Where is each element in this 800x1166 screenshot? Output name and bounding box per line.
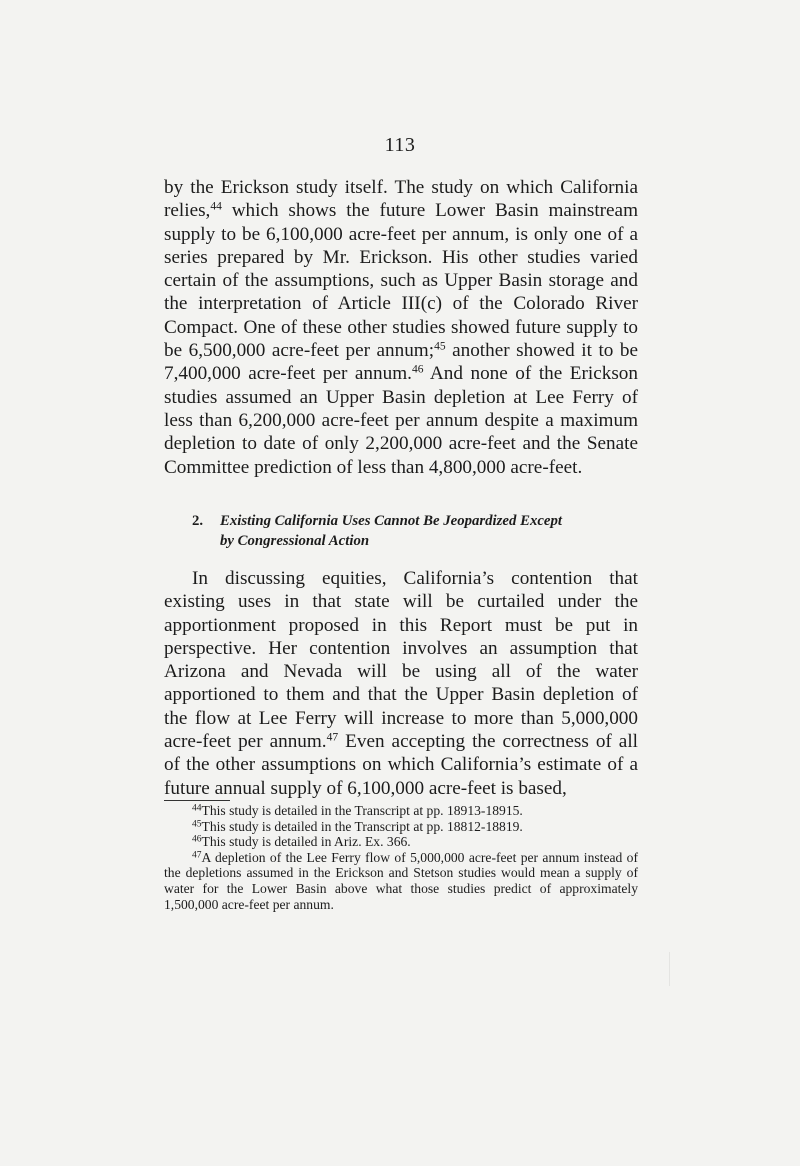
footnote-number: 46: [192, 834, 202, 845]
footnote-text: This study is detailed in the Transcript at pp. 18913-18915.: [201, 803, 523, 818]
paragraph-text: which shows the future Lower Basin mainstream supply to be 6,100,000 acre-feet per annum, is only one of a series prepared by Mr. Erickson. His other studies varied certain of the assumptions, such as Upper Basin storage and the interpretation of Article III(c) of the Colorado River Compact. One of these other studies showed future supply to be 6,500,000 acre-feet per annum;: [164, 200, 638, 362]
footnote-text: This study is detailed in the Transcript at pp. 18812-18819.: [201, 818, 523, 834]
footnote-ref-44: 44: [210, 200, 222, 213]
body-paragraph-2: [164, 567, 638, 800]
footnote-number: 45: [192, 819, 202, 830]
footnote-ref-46: 46: [411, 364, 424, 377]
paragraph-text: In discussing equities, California’s contention that existing uses in that state will be curtailed under the apportionment proposed in this Report must be put in perspective. Her contention involves an assumption that Arizona and Nevada will be using all of the water apportioned to them and that the Upper Basin depletion of the flow at Lee Ferry will increase to more than 5,000,000 acre-feet per annum.: [164, 568, 638, 753]
footnote-44: [164, 803, 638, 819]
footnote-divider: [164, 800, 230, 801]
body-paragraph-1: [164, 176, 638, 479]
paragraph-text: And none of the Erickson studies assumed an Upper Basin depletion at Lee Ferry of less than 6,200,000 acre-feet per annum despite a maximum depletion to date of only 2,200,000 acre-feet and the Senate Committee prediction of less than 4,800,000 acre-feet.: [164, 363, 638, 478]
footnote-text: This study is detailed in Ariz. Ex. 366.: [201, 834, 411, 850]
footnote-text: A depletion of the Lee Ferry flow of 5,000,000 acre-feet per annum instead of the depletions assumed in the Erickson and Stetson studies would mean a supply of water for the Lower Basin above what those studies predict of approximately 1,500,000 acre-feet per annum.: [164, 849, 638, 912]
footnote-ref-47: 47: [326, 731, 339, 744]
paragraph-text: Even accepting the correctness of all of the other assumptions on which California’s estimate of a future annual supply of 6,100,000 acre-feet is based,: [164, 731, 638, 799]
footnote-ref-45: 45: [434, 340, 446, 353]
footnote-number: 44: [192, 803, 202, 814]
section-title-line-2: by Congressional Action: [220, 533, 370, 549]
footnote-46: [164, 834, 638, 850]
footnote-47: [164, 850, 638, 912]
page-edge-shadow: [669, 952, 670, 986]
footnote-number: 47: [192, 850, 202, 861]
paragraph-text: another showed it to be 7,400,000 acre-feet per annum.: [164, 340, 638, 385]
footnotes: [164, 803, 638, 912]
section-number: 2.: [192, 513, 204, 529]
paragraph-text: by the Erickson study itself. The study on which California relies,: [164, 177, 638, 222]
page-number: 113: [384, 134, 416, 156]
section-heading: [164, 511, 638, 551]
footnote-45: [164, 819, 638, 835]
section-title-line-1: Existing California Uses Cannot Be Jeopardized Except: [220, 513, 563, 529]
